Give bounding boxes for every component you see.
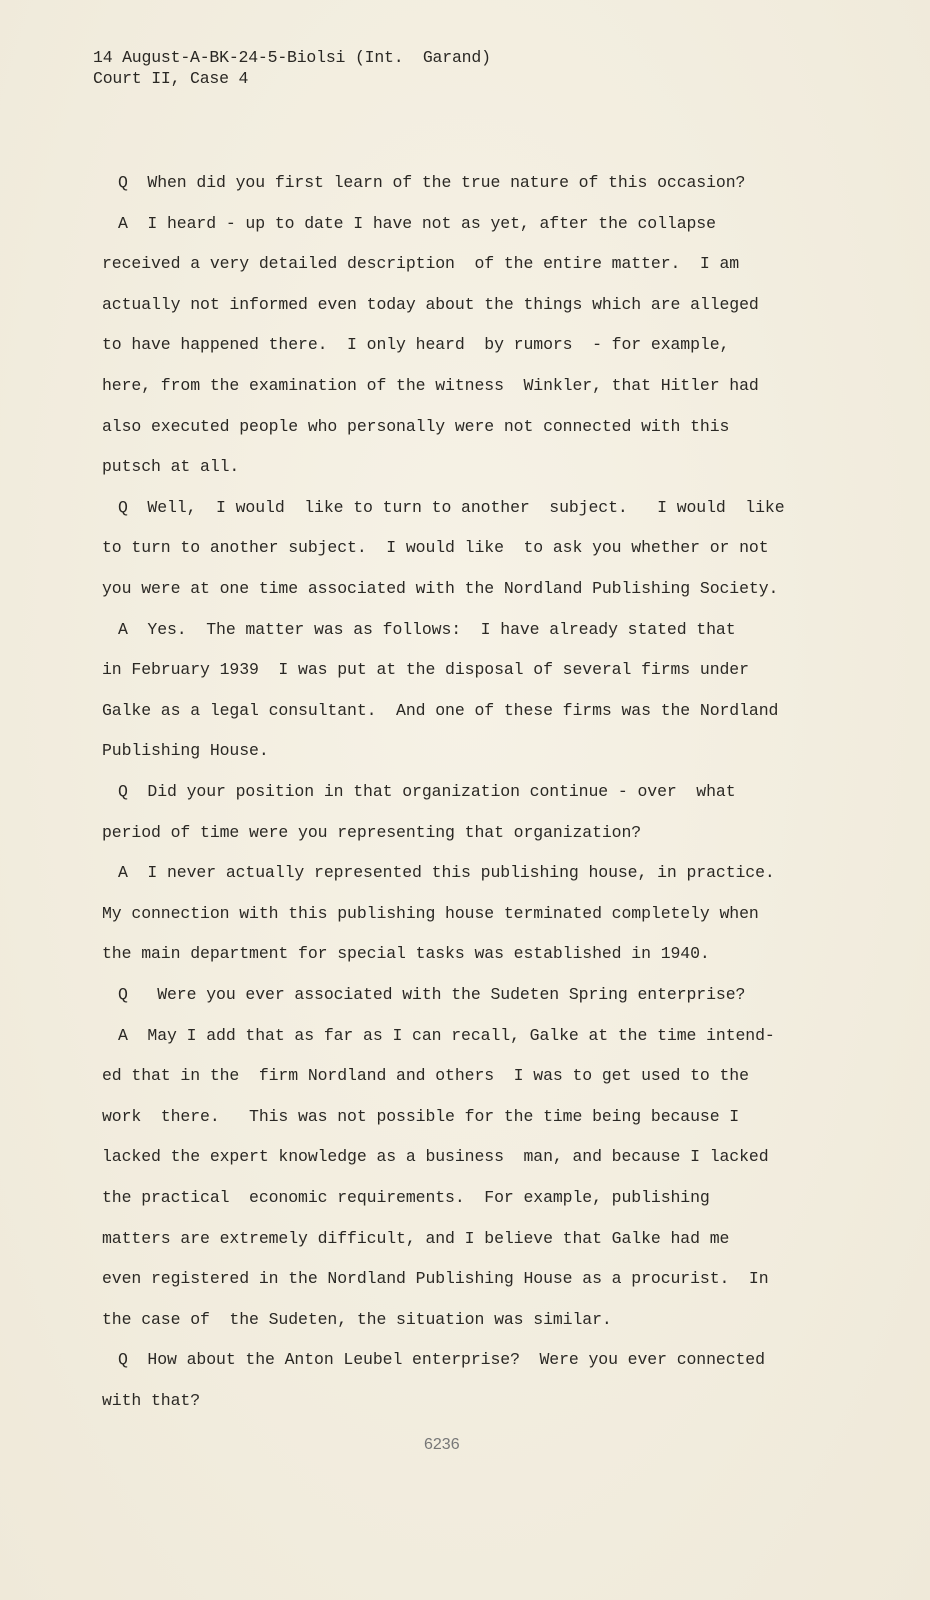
transcript-line: the practical economic requirements. For example, publishing xyxy=(102,1188,710,1207)
header-line-2: Court II, Case 4 xyxy=(93,69,249,88)
transcript-line: putsch at all. xyxy=(102,457,240,477)
transcript-line: in February 1939 I was put at the disposal of several firms under xyxy=(102,660,749,680)
transcript-line: to turn to another subject. I would like to ask you whether or not xyxy=(102,538,769,558)
transcript-line: with that? xyxy=(102,1391,201,1410)
header-line-1: 14 August-A-BK-24-5-Biolsi (Int. Garand) xyxy=(93,48,491,67)
transcript-line: received a very detailed description of the entire matter. I am xyxy=(102,254,740,274)
transcript-line: Galke as a legal consultant. And one of these firms was the Nordland xyxy=(102,700,779,720)
transcript-line: lacked the expert knowledge as a business man, and because I lacked xyxy=(102,1147,769,1167)
transcript-line: Q Did your position in that organization continue - over what xyxy=(118,782,736,801)
transcript-line: work there. This was not possible for the time being because I xyxy=(102,1106,740,1126)
transcript-line: ed that in the firm Nordland and others I was to get used to the xyxy=(102,1066,749,1086)
transcript-line: period of time were you representing that organization? xyxy=(102,822,642,842)
transcript-line: Q How about the Anton Leubel enterprise? Were you ever connected xyxy=(118,1350,765,1370)
transcript-line: you were at one time associated with the Nordland Publishing Society. xyxy=(102,579,779,598)
transcript-line: the case of the Sudeten, the situation was similar. xyxy=(102,1309,612,1329)
transcript-line: also executed people who personally were not connected with this xyxy=(102,416,730,436)
transcript-line: here, from the examination of the witness Winkler, that Hitler had xyxy=(102,376,759,395)
transcript-line: Q Were you ever associated with the Sudeten Spring enterprise? xyxy=(118,985,746,1004)
transcript-line: A I never actually represented this publishing house, in practice. xyxy=(118,863,775,883)
transcript-line: even registered in the Nordland Publishing House as a procurist. In xyxy=(102,1269,769,1289)
transcript-line: Publishing House. xyxy=(102,741,269,761)
transcript-line: matters are extremely difficult, and I believe that Galke had me xyxy=(102,1228,730,1248)
transcript-line: the main department for special tasks was established in 1940. xyxy=(102,944,710,964)
transcript-line: Q Well, I would like to turn to another subject. I would like xyxy=(118,497,785,517)
transcript-line: My connection with this publishing house terminated completely when xyxy=(102,903,759,923)
page-number: 6236 xyxy=(424,1436,460,1453)
transcript-line: actually not informed even today about the things which are alleged xyxy=(102,294,759,314)
transcript-line: Q When did you first learn of the true nature of this occasion? xyxy=(118,173,746,192)
transcript-line: A I heard - up to date I have not as yet, after the collapse xyxy=(118,213,716,233)
transcript-line: A Yes. The matter was as follows: I have already stated that xyxy=(118,619,736,639)
transcript-line: to have happened there. I only heard by rumors - for example, xyxy=(102,335,730,355)
transcript-line: A May I add that as far as I can recall, Galke at the time intend- xyxy=(118,1025,775,1045)
